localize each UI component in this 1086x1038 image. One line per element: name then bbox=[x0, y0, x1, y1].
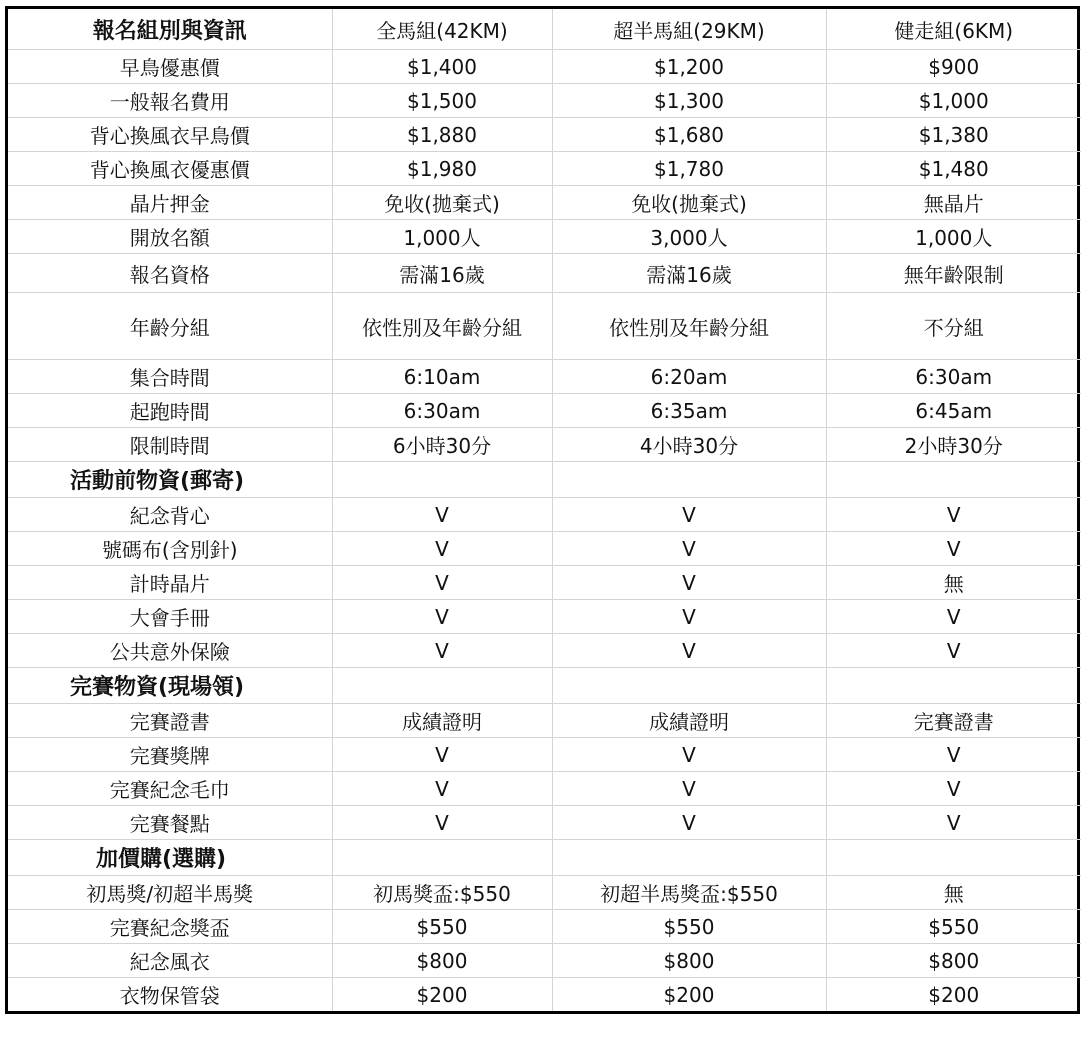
section-header-row bbox=[8, 840, 1081, 876]
row-label: 開放名額 bbox=[8, 220, 332, 254]
walk-value: $1,000 bbox=[826, 84, 1081, 118]
row-label: 大會手冊 bbox=[8, 600, 332, 634]
walk-value: V bbox=[826, 772, 1081, 806]
full-marathon-value: 需滿16歲 bbox=[332, 254, 552, 293]
full-marathon-value: $1,980 bbox=[332, 152, 552, 186]
row-label: 背心換風衣優惠價 bbox=[8, 152, 332, 186]
walk-value: V bbox=[826, 806, 1081, 840]
row-label: 衣物保管袋 bbox=[8, 978, 332, 1012]
section-empty-cell bbox=[826, 462, 1081, 498]
header-cell-ultra-half: 超半馬組(29KM) bbox=[552, 9, 826, 50]
full-marathon-value: 初馬獎盃:$550 bbox=[332, 876, 552, 910]
info-row bbox=[8, 118, 1081, 152]
row-label: 完賽證書 bbox=[8, 704, 332, 738]
row-label: 紀念風衣 bbox=[8, 944, 332, 978]
item-row bbox=[8, 772, 1081, 806]
full-marathon-value: V bbox=[332, 806, 552, 840]
ultra-half-value: 成績證明 bbox=[552, 704, 826, 738]
full-marathon-value: $200 bbox=[332, 978, 552, 1012]
walk-value: $200 bbox=[826, 978, 1081, 1012]
walk-value: 無年齡限制 bbox=[826, 254, 1081, 293]
ultra-half-value: V bbox=[552, 532, 826, 566]
walk-value: V bbox=[826, 738, 1081, 772]
section-empty-cell bbox=[332, 840, 552, 876]
row-label: 起跑時間 bbox=[8, 394, 332, 428]
row-label: 報名資格 bbox=[8, 254, 332, 293]
walk-value: $900 bbox=[826, 50, 1081, 84]
full-marathon-value: 6:10am bbox=[332, 360, 552, 394]
row-label: 限制時間 bbox=[8, 428, 332, 462]
item-row bbox=[8, 532, 1081, 566]
ultra-half-value: 需滿16歲 bbox=[552, 254, 826, 293]
info-row bbox=[8, 293, 1081, 360]
full-marathon-value: $550 bbox=[332, 910, 552, 944]
header-cell-full-marathon: 全馬組(42KM) bbox=[332, 9, 552, 50]
section-title: 完賽物資(現場領) bbox=[8, 668, 332, 704]
full-marathon-value: V bbox=[332, 498, 552, 532]
ultra-half-value: $800 bbox=[552, 944, 826, 978]
walk-value: 6:30am bbox=[826, 360, 1081, 394]
walk-value: 6:45am bbox=[826, 394, 1081, 428]
info-row bbox=[8, 186, 1081, 220]
section-header-row bbox=[8, 462, 1081, 498]
registration-table bbox=[8, 9, 1081, 1011]
row-label: 晶片押金 bbox=[8, 186, 332, 220]
row-label: 號碼布(含別針) bbox=[8, 532, 332, 566]
item-row bbox=[8, 738, 1081, 772]
section-empty-cell bbox=[552, 840, 826, 876]
ultra-half-value: 6:20am bbox=[552, 360, 826, 394]
ultra-half-value: V bbox=[552, 498, 826, 532]
full-marathon-value: $800 bbox=[332, 944, 552, 978]
row-label: 完賽紀念獎盃 bbox=[8, 910, 332, 944]
info-row bbox=[8, 428, 1081, 462]
ultra-half-value: V bbox=[552, 738, 826, 772]
full-marathon-value: 免收(拋棄式) bbox=[332, 186, 552, 220]
header-row bbox=[8, 9, 1081, 50]
ultra-half-value: V bbox=[552, 600, 826, 634]
ultra-half-value: $1,300 bbox=[552, 84, 826, 118]
section-empty-cell bbox=[332, 462, 552, 498]
row-label: 完賽紀念毛巾 bbox=[8, 772, 332, 806]
full-marathon-value: V bbox=[332, 772, 552, 806]
section-empty-cell bbox=[826, 840, 1081, 876]
walk-value: V bbox=[826, 634, 1081, 668]
item-row bbox=[8, 600, 1081, 634]
item-row bbox=[8, 978, 1081, 1012]
ultra-half-value: V bbox=[552, 634, 826, 668]
row-label: 早鳥優惠價 bbox=[8, 50, 332, 84]
ultra-half-value: 依性別及年齡分組 bbox=[552, 293, 826, 360]
section-title: 加價購(選購) bbox=[8, 840, 332, 876]
full-marathon-value: 1,000人 bbox=[332, 220, 552, 254]
row-label: 公共意外保險 bbox=[8, 634, 332, 668]
section-title: 活動前物資(郵寄) bbox=[8, 462, 332, 498]
section-empty-cell bbox=[552, 462, 826, 498]
full-marathon-value: V bbox=[332, 566, 552, 600]
item-row bbox=[8, 566, 1081, 600]
ultra-half-value: 免收(拋棄式) bbox=[552, 186, 826, 220]
walk-value: 2小時30分 bbox=[826, 428, 1081, 462]
row-label: 完賽餐點 bbox=[8, 806, 332, 840]
ultra-half-value: V bbox=[552, 566, 826, 600]
row-label: 紀念背心 bbox=[8, 498, 332, 532]
ultra-half-value: $550 bbox=[552, 910, 826, 944]
row-label: 計時晶片 bbox=[8, 566, 332, 600]
full-marathon-value: 依性別及年齡分組 bbox=[332, 293, 552, 360]
item-row bbox=[8, 704, 1081, 738]
walk-value: 完賽證書 bbox=[826, 704, 1081, 738]
info-row bbox=[8, 50, 1081, 84]
row-label: 年齡分組 bbox=[8, 293, 332, 360]
full-marathon-value: V bbox=[332, 634, 552, 668]
walk-value: V bbox=[826, 600, 1081, 634]
item-row bbox=[8, 806, 1081, 840]
ultra-half-value: $1,680 bbox=[552, 118, 826, 152]
ultra-half-value: 6:35am bbox=[552, 394, 826, 428]
item-row bbox=[8, 944, 1081, 978]
ultra-half-value: 3,000人 bbox=[552, 220, 826, 254]
walk-value: $550 bbox=[826, 910, 1081, 944]
row-label: 一般報名費用 bbox=[8, 84, 332, 118]
full-marathon-value: $1,500 bbox=[332, 84, 552, 118]
full-marathon-value: 6小時30分 bbox=[332, 428, 552, 462]
ultra-half-value: V bbox=[552, 806, 826, 840]
header-cell-walk: 健走組(6KM) bbox=[826, 9, 1081, 50]
row-label: 背心換風衣早鳥價 bbox=[8, 118, 332, 152]
walk-value: 無晶片 bbox=[826, 186, 1081, 220]
walk-value: 無 bbox=[826, 876, 1081, 910]
ultra-half-value: $1,780 bbox=[552, 152, 826, 186]
row-label: 初馬獎/初超半馬獎 bbox=[8, 876, 332, 910]
section-empty-cell bbox=[552, 668, 826, 704]
ultra-half-value: V bbox=[552, 772, 826, 806]
full-marathon-value: $1,400 bbox=[332, 50, 552, 84]
info-row bbox=[8, 254, 1081, 293]
row-label: 集合時間 bbox=[8, 360, 332, 394]
item-row bbox=[8, 634, 1081, 668]
full-marathon-value: V bbox=[332, 738, 552, 772]
item-row bbox=[8, 498, 1081, 532]
full-marathon-value: $1,880 bbox=[332, 118, 552, 152]
ultra-half-value: 4小時30分 bbox=[552, 428, 826, 462]
ultra-half-value: $200 bbox=[552, 978, 826, 1012]
walk-value: $800 bbox=[826, 944, 1081, 978]
ultra-half-value: $1,200 bbox=[552, 50, 826, 84]
walk-value: $1,380 bbox=[826, 118, 1081, 152]
section-empty-cell bbox=[332, 668, 552, 704]
row-label: 完賽獎牌 bbox=[8, 738, 332, 772]
full-marathon-value: V bbox=[332, 532, 552, 566]
walk-value: V bbox=[826, 498, 1081, 532]
registration-info-sheet bbox=[5, 6, 1080, 1014]
item-row bbox=[8, 910, 1081, 944]
info-row bbox=[8, 220, 1081, 254]
full-marathon-value: 6:30am bbox=[332, 394, 552, 428]
ultra-half-value: 初超半馬獎盃:$550 bbox=[552, 876, 826, 910]
section-empty-cell bbox=[826, 668, 1081, 704]
walk-value: 無 bbox=[826, 566, 1081, 600]
section-header-row bbox=[8, 668, 1081, 704]
info-row bbox=[8, 152, 1081, 186]
item-row bbox=[8, 876, 1081, 910]
walk-value: V bbox=[826, 532, 1081, 566]
walk-value: 不分組 bbox=[826, 293, 1081, 360]
full-marathon-value: V bbox=[332, 600, 552, 634]
info-row bbox=[8, 394, 1081, 428]
walk-value: $1,480 bbox=[826, 152, 1081, 186]
info-row bbox=[8, 84, 1081, 118]
info-row bbox=[8, 360, 1081, 394]
walk-value: 1,000人 bbox=[826, 220, 1081, 254]
header-cell-title: 報名組別與資訊 bbox=[8, 9, 332, 50]
full-marathon-value: 成績證明 bbox=[332, 704, 552, 738]
